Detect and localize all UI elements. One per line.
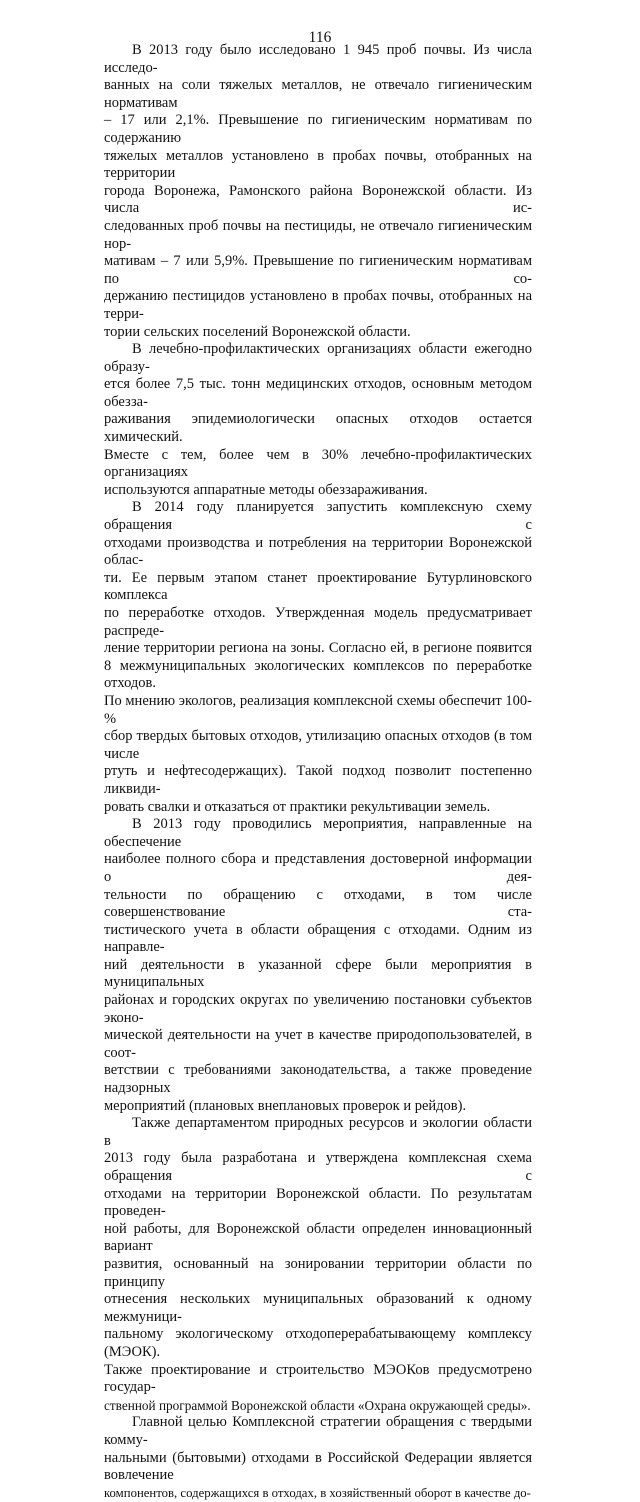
text-line: тяжелых металлов установлено в пробах почвы, отобранных на территории (104, 147, 532, 182)
text-line: ртуть и нефтесодержащих). Такой подход позволит постепенно ликвиди- (104, 763, 532, 797)
text-line: мативам – 7 или 5,9%. Превышение по гигиеническим нормативам по со- (104, 253, 532, 287)
text-line: сбор твердых бытовых отходов, утилизацию опасных отходов (в том числе (104, 728, 532, 762)
text-line: Главной целью Комплексной стратегии обращения с твердыми комму- (104, 1414, 532, 1448)
text-line: 2013 году была разработана и утверждена комплексная схема обращения с (104, 1150, 532, 1184)
text-line: мической деятельности на учет в качестве природопользователей, в соот- (104, 1027, 532, 1061)
text-line: следованных проб почвы на пестициды, не отвечало гигиеническим нор- (104, 217, 532, 252)
text-line: ний деятельности в указанной сфере были мероприятия в муниципальных (104, 956, 532, 991)
text-line: районах и городских округах по увеличению постановки субъектов эконо- (104, 992, 532, 1026)
text-line: города Воронежа, Рамонского района Воронежской области. Из числа ис- (104, 182, 532, 217)
text-line: отходами производства и потребления на территории Воронежской облас- (104, 534, 532, 569)
text-line: В 2014 году планируется запустить комплексную схему обращения с (104, 499, 532, 534)
paragraph-waste-scheme-2014 (104, 499, 532, 816)
text-line: ванных на соли тяжелых металлов, не отвечало гигиеническим нормативам (104, 77, 532, 111)
text-line: тельности по обращению с отходами, в том числе совершенствование ста- (104, 886, 532, 921)
text-line: ветствии с требованиями законодательства, а также проведение надзорных (104, 1062, 532, 1097)
text-line: пальному экологическому отходоперерабатывающему комплексу (МЭОК). (104, 1326, 532, 1360)
text-line: раживания эпидемиологически опасных отходов остается химический. (104, 411, 532, 446)
text-line: ственной программой Воронежской области «Охрана окружающей среды». (104, 1397, 531, 1413)
text-line: Вместе с тем, более чем в 30% лечебно-профилактических организациях (104, 446, 532, 481)
text-line: Также проектирование и строительство МЭОКов предусмотрено государ- (104, 1361, 532, 1396)
text-line: отходами на территории Воронежской области. По результатам проведен- (104, 1185, 532, 1220)
text-line: В 2013 году было исследовано 1 945 проб почвы. Из числа исследо- (104, 42, 532, 76)
text-line: тистического учета в области обращения с отходами. Одним из направле- (104, 921, 532, 956)
text-line: ровать свалки и отказаться от практики рекультивации земель. (104, 798, 491, 815)
text-line: Также департаментом природных ресурсов и экологии области в (104, 1115, 532, 1149)
text-line: используются аппаратные методы обеззараживания. (104, 481, 428, 498)
text-line: отнесения нескольких муниципальных образований к одному межмуници- (104, 1291, 532, 1325)
text-line: наиболее полного сбора и представления достоверной информации о дея- (104, 851, 532, 885)
text-line: мероприятий (плановых внеплановых проверок и рейдов). (104, 1097, 467, 1114)
text-line: ти. Ее первым этапом станет проектирование Бутурлиновского комплекса (104, 569, 532, 604)
text-line: ной работы, для Воронежской области определен инновационный вариант (104, 1220, 532, 1255)
page-number: 116 (308, 29, 332, 46)
text-line: держанию пестицидов установлено в пробах почвы, отобранных на терри- (104, 288, 532, 322)
text-line: развития, основанный на зонировании территории области по принципу (104, 1255, 532, 1290)
text-line: по переработке отходов. Утвержденная модель предусматривает распреде- (104, 605, 532, 639)
text-line: ется более 7,5 тыс. тонн медицинских отходов, основным методом обезза- (104, 376, 532, 410)
paragraph-strategy-goal (104, 1414, 532, 1502)
text-line: ление территории региона на зоны. Согласно ей, в регионе появится (104, 640, 532, 657)
document-body (104, 42, 532, 1502)
paragraph-medical-waste (104, 341, 532, 499)
text-line: нальными (бытовыми) отходами в Российской Федерации является вовлечение (104, 1449, 532, 1484)
paragraph-waste-statistics-2013 (104, 816, 532, 1115)
text-line: – 17 или 2,1%. Превышение по гигиеническим нормативам по содержанию (104, 112, 532, 146)
text-line: компонентов, содержащихся в отходах, в хозяйственный оборот в качестве до- (104, 1485, 531, 1500)
text-line: тории сельских поселений Воронежской области. (104, 323, 411, 340)
text-line: В 2013 году проводились мероприятия, направленные на обеспечение (104, 816, 532, 850)
text-line: В лечебно-профилактических организациях области ежегодно образу- (104, 341, 532, 375)
paragraph-comprehensive-scheme (104, 1115, 532, 1414)
paragraph-soil-study (104, 42, 532, 341)
text-line: 8 межмуниципальных экологических комплексов по переработке отходов. (104, 657, 532, 692)
text-line: По мнению экологов, реализация комплексной схемы обеспечит 100-% (104, 692, 532, 727)
